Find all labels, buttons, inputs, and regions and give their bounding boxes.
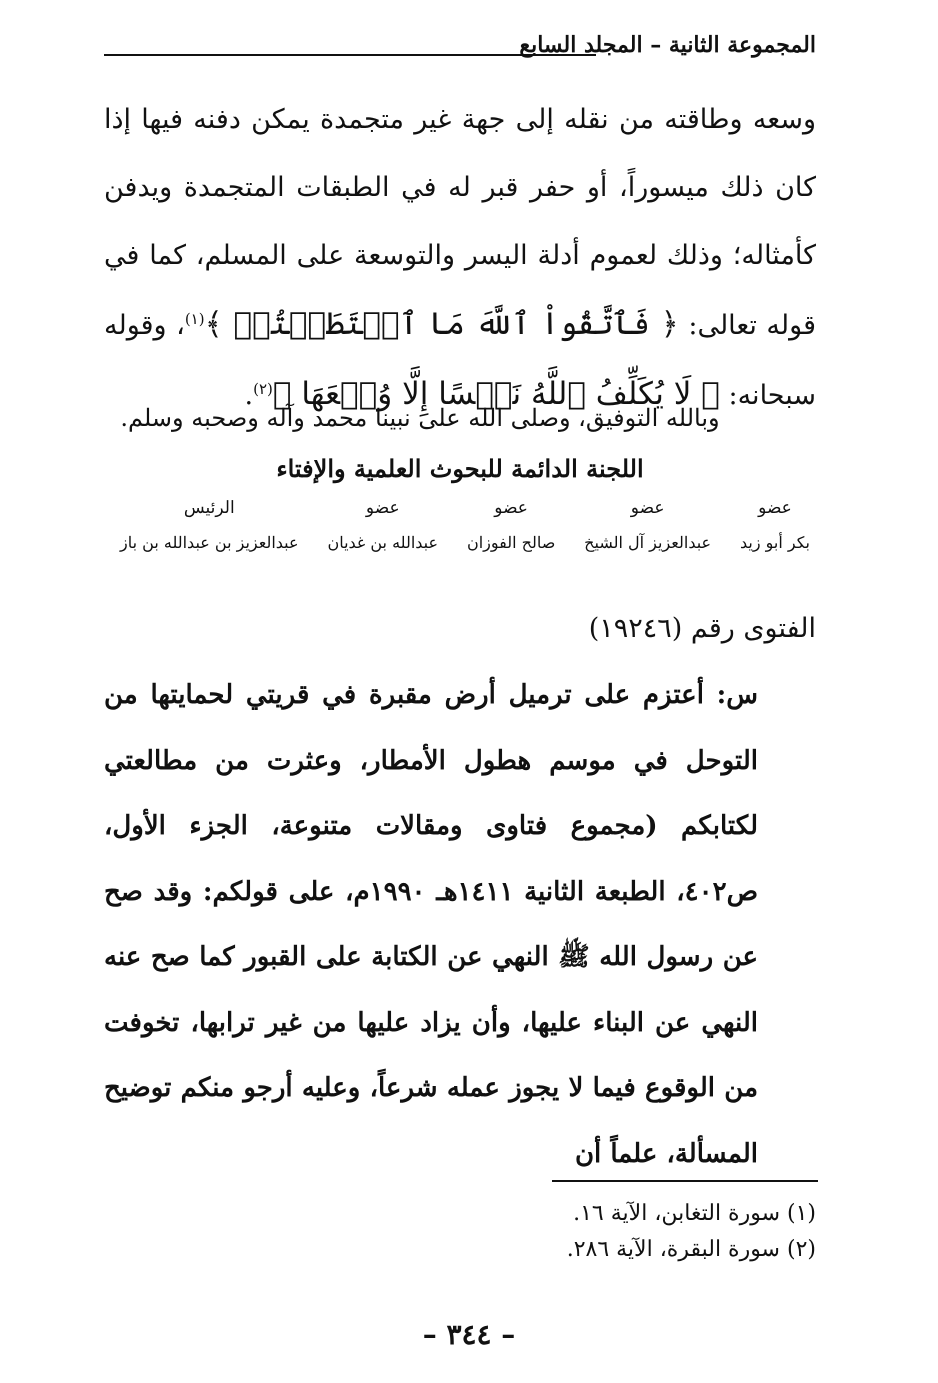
quran-quote-2: ﴿ لَا يُكَلِّفُ ٱللَّهُ نَفۡسًا إِلَّا وُسۡعَهَا ﴾	[272, 376, 720, 412]
signatory-name: عبدالعزيز آل الشيخ	[584, 533, 712, 552]
footnote-1: (١) سورة التغابن، الآية ١٦.	[573, 1201, 816, 1226]
signatory-role: عضو	[758, 498, 792, 518]
signatory	[584, 495, 711, 565]
signatories-block	[120, 495, 810, 565]
header-rule	[104, 54, 596, 56]
signatory	[327, 495, 438, 565]
running-header	[104, 32, 816, 72]
signatory-role: عضو	[365, 498, 400, 518]
signatory-name: صالح الفوزان	[466, 533, 556, 552]
committee-name: اللجنة الدائمة للبحوث العلمية والإفتاء	[276, 454, 644, 483]
signatory-role: عضو	[630, 498, 665, 518]
sentence-end: .	[244, 380, 254, 411]
signatory-name: عبدالله بن غديان	[327, 533, 439, 552]
question-paragraph: س: أعتزم على ترميل أرض مقبرة في قريتي لحمايتها من التوحل في موسم هطول الأمطار، وعثرت من مطالعتي لكتابكم (مجموع فتاوى ومقالات متنوعة، الجزء الأول، ص٤٠٢، الطبعة الثانية ١٤١١هـ ١٩٩٠م، على قولكم: وقد صح عن رسول الله ﷺ النهي عن الكتابة على القبور كما صح عنه النهي عن البناء عليها، وأن يزاد عليها من غير ترابها، تخوفت من الوقوع فيما لا يجوز عمله شرعاً، وعليه أرجو منكم توضيح المسألة، علماً أن	[104, 680, 758, 1169]
footnote-ref-1: (١)	[184, 310, 205, 328]
fatwa-number-heading: الفتوى رقم (١٩٢٤٦)	[588, 613, 816, 644]
paragraph-text: وسعه وطاقته من نقله إلى جهة غير متجمدة يمكن دفنه فيها إذا كان ذلك ميسوراً، أو حفر قبر له في الطبقات المتجمدة ويدفن كأمثاله؛ وذلك لعموم أدلة اليسر والتوسعة على المسلم، كما في قوله تعالى:	[104, 104, 816, 341]
quran-quote-1: ﴿ فَٱتَّقُواْ ٱللَّهَ مَا ٱسۡتَطَعۡتُمۡ ﴾	[204, 306, 679, 342]
fatwa-answer-paragraph	[104, 86, 816, 430]
signatory-role: عضو	[494, 498, 528, 518]
footnote-ref-2: (٢)	[253, 380, 273, 398]
header-title: المجموعة الثانية – المجلد السابع	[519, 32, 816, 58]
closing-line: وبالله التوفيق، وصلى الله على نبينا محمد وآله وصحبه وسلم.	[120, 404, 720, 432]
page-number: – ٣٤٤ –	[422, 1318, 516, 1351]
signatory	[740, 495, 810, 565]
footnote-2: (٢) سورة البقرة، الآية ٢٨٦.	[566, 1237, 816, 1262]
signatory-name: بكر أبو زيد	[739, 533, 810, 552]
signatory	[120, 495, 299, 565]
signatory	[467, 495, 555, 565]
footnote-rule	[552, 1180, 818, 1182]
footnotes	[416, 1196, 816, 1268]
signatory-role: الرئيس	[183, 498, 235, 518]
connector-text: ، وقوله سبحانه:	[104, 310, 816, 411]
signatory-name: عبدالعزيز بن عبدالله بن باز	[120, 533, 299, 552]
